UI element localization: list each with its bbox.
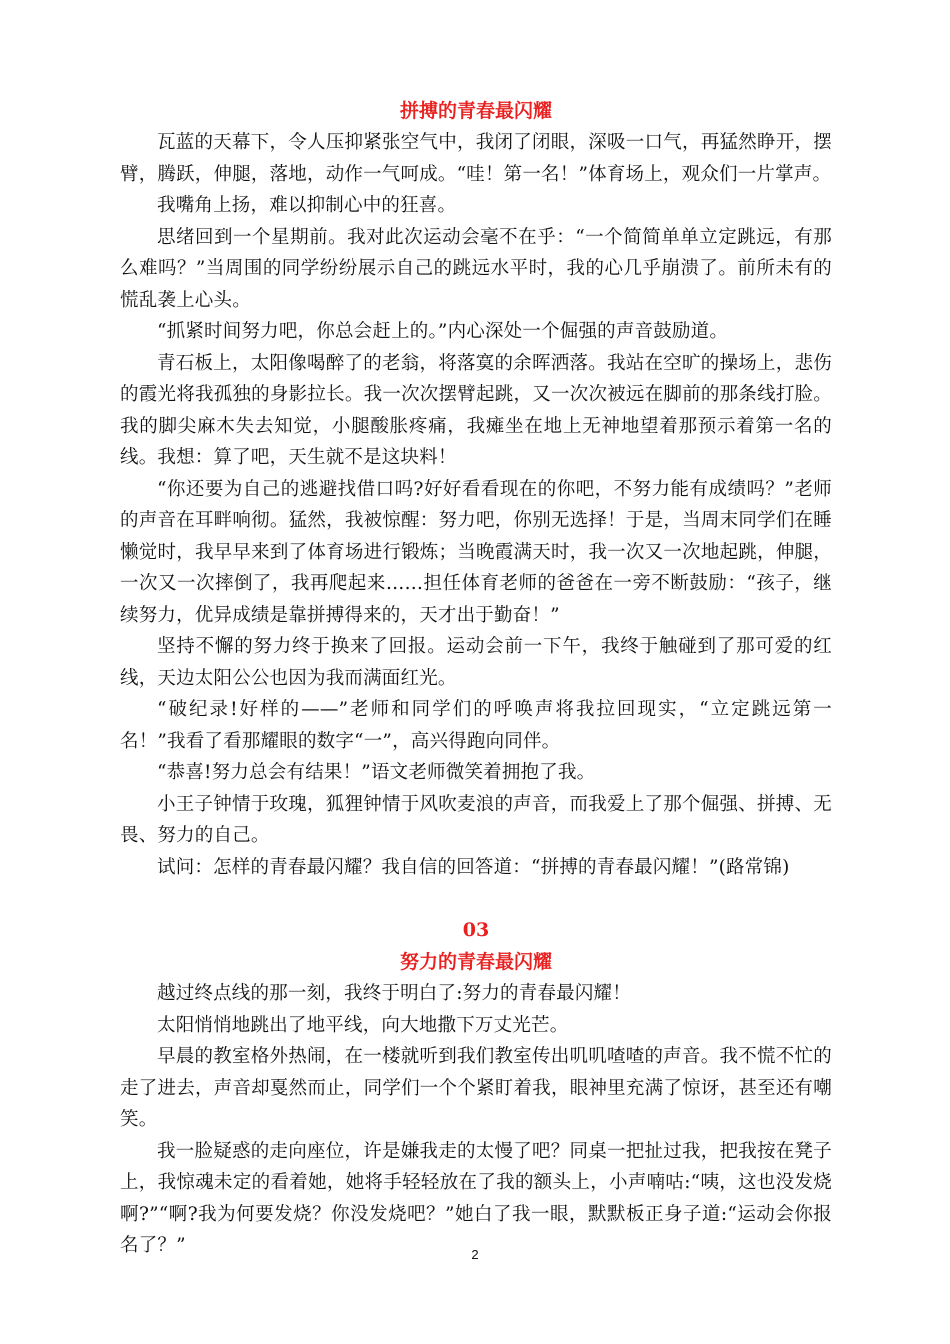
section2-title: 努力的青春最闪耀 [399, 951, 552, 973]
section1-title: 拼搏的青春最闪耀 [399, 100, 552, 122]
section1-paragraph-3: 思绪回到一个星期前。我对此次运动会毫不在乎：“一个简简单单立定跳远，有那么难吗？”当周围的同学纷纷展示自己的跳远水平时，我的心几乎崩溃了。前所未有的慌乱袭上心头。 [120, 226, 832, 311]
section1-paragraph-7: 坚持不懈的努力终于换来了回报。运动会前一下午，我终于触碰到了那可爱的红线，天边太阳公公也因为我而满面红光。 [120, 636, 832, 689]
page-number: 2 [471, 1247, 479, 1262]
section1-paragraph-5: 青石板上，太阳像喝醉了的老翁，将落寞的余晖洒落。我站在空旷的操场上，悲伤的霞光将我孤独的身影拉长。我一次次摆臂起跳，又一次次被远在脚前的那条线打脸。我的脚尖麻木失去知觉，小腿酸胀疼痛，我瘫坐在地上无神地望着那预示着第一名的线。我想：算了吧，天生就不是这块料！ [120, 352, 832, 468]
section1-paragraph-1: 瓦蓝的天幕下，令人压抑紧张空气中，我闭了闭眼，深吸一口气，再猛然睁开，摆臂，腾跃，伸腿，落地，动作一气呵成。“哇！第一名！”体育场上，观众们一片掌声。 [120, 132, 832, 185]
section1-paragraph-9: “恭喜!努力总会有结果！”语文老师微笑着拥抱了我。 [157, 762, 596, 783]
section1-paragraph-6: “你还要为自己的逃避找借口吗?好好看看现在的你吧，不努力能有成绩吗？”老师的声音在耳畔响彻。猛然，我被惊醒：努力吧，你别无选择！于是，当周末同学们在睡懒觉时，我早早来到了体育场进行锻炼；当晚霞满天时，我一次又一次地起跳，伸腿，一次又一次摔倒了，我再爬起来……担任体育老师的爸爸在一旁不断鼓励：“孩子，继续努力，优异成绩是靠拼搏得来的，天才出于勤奋！” [120, 478, 832, 626]
section1-paragraph-2: 我嘴角上扬，难以抑制心中的狂喜。 [157, 195, 457, 216]
document-content [120, 95, 832, 1262]
section2-paragraph-2: 太阳悄悄地跳出了地平线，向大地撒下万丈光芒。 [157, 1014, 569, 1036]
section1-paragraph-10: 小王子钟情于玫瑰，狐狸钟情于风吹麦浪的声音，而我爱上了那个倔强、拼搏、无畏、努力的自己。 [120, 793, 832, 846]
section1-paragraph-8: “破纪录!好样的——”老师和同学们的呼唤声将我拉回现实，“立定跳远第一名！”我看了看那耀眼的数字“一”，高兴得跑向同伴。 [120, 699, 832, 752]
section1-paragraph-11: 试问：怎样的青春最闪耀？我自信的回答道：“拼搏的青春最闪耀！”(路常锦) [157, 856, 790, 878]
section1-paragraph-4: “抓紧时间努力吧，你总会赶上的。”内心深处一个倔强的声音鼓励道。 [157, 321, 729, 342]
section2-paragraph-3: 早晨的教室格外热闹，在一楼就听到我们教室传出叽叽喳喳的声音。我不慌不忙的走了进去，声音却戛然而止，同学们一个个紧盯着我，眼神里充满了惊讶，甚至还有嘲笑。 [120, 1046, 832, 1130]
section2-paragraph-4: 我一脸疑惑的走向座位，许是嫌我走的太慢了吧？同桌一把扯过我，把我按在凳子上，我惊魂未定的看着她，她将手轻轻放在了我的额头上，小声喃咕:“咦，这也没发烧啊?”“啊?我为何要发烧？你没发烧吧？”她白了我一眼，默默板正身子道:“运动会你报名了？” [120, 1140, 832, 1256]
section2-paragraph-1: 越过终点线的那一刻，我终于明白了:努力的青春最闪耀！ [157, 983, 631, 1004]
section2-number: 03 [462, 919, 490, 941]
section-spacer [120, 883, 832, 914]
